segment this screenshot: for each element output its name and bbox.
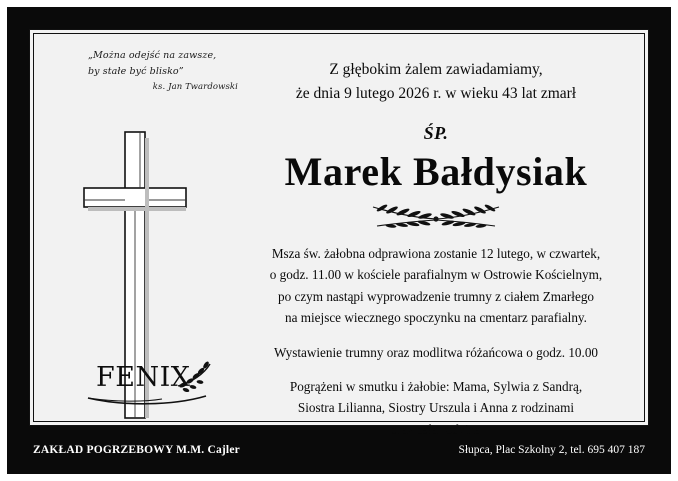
service-details [226, 243, 646, 440]
footer-bar [29, 432, 649, 468]
family-line-1: Pogrążeni w smutku i żałobie: Mama, Sylwia z Sandrą, [289, 378, 583, 394]
family-line-2: Siostra Lilianna, Siostry Urszula i Anna z rodzinami [297, 400, 575, 416]
laurel-ornament-icon [361, 204, 511, 230]
mass-line-2: o godz. 11.00 w kościele parafialnym w Ostrowie Kościelnym, [269, 267, 603, 283]
announcement-text [226, 58, 646, 106]
announcement-line-2: że dnia 9 lutego 2026 r. w wieku 43 lat zmarł [295, 85, 577, 103]
deceased-name: Marek Bałdysiak [284, 149, 588, 195]
mass-line-4: na miejsce wiecznego spoczynku na cmentarz parafialny. [285, 310, 587, 326]
honorific-label: ŚP. [423, 123, 449, 144]
funeral-home-logo [82, 352, 222, 408]
quote-attribution: ks. Jan Twardowski [152, 82, 238, 93]
family-line-3: oraz cała rodzina [390, 421, 482, 437]
right-column [226, 58, 646, 440]
mourning-frame [7, 7, 671, 474]
mass-line-1: Msza św. żałobna odprawiona zostanie 12 lutego, w czwartek, [271, 246, 601, 262]
announcement-line-1: Z głębokim żalem zawiadamiamy, [329, 61, 543, 78]
quote-line-1: „Można odejść na zawsze, [88, 50, 217, 61]
footer-company: ZAKŁAD POGRZEBOWY M.M. Cajler [33, 444, 240, 456]
quote-line-2: by stałe być blisko” [88, 65, 184, 77]
logo-wordmark: FENIX [96, 362, 191, 393]
left-column [38, 40, 238, 410]
notice-paper [29, 29, 649, 437]
footer-contact: Słupca, Plac Szkolny 2, tel. 695 407 187 [458, 444, 645, 456]
memorial-quote [88, 48, 238, 94]
viewing-line: Wystawienie trumny oraz modlitwa różańcowa o godz. 10.00 [273, 344, 599, 360]
mass-line-3: po czym nastąpi wyprowadzenie trumny z ciałem Zmarłego [277, 288, 595, 304]
